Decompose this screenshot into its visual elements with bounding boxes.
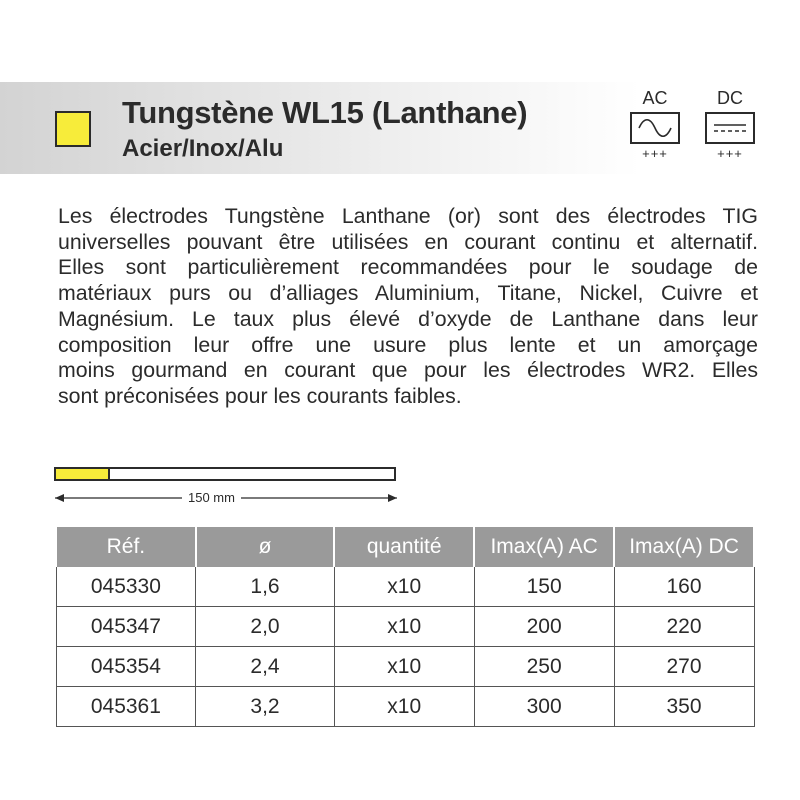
column-header-ref: Réf. <box>56 527 196 567</box>
cell-quantity: x10 <box>334 647 474 687</box>
color-code-swatch <box>55 111 91 147</box>
cell-diameter: 3,2 <box>196 687 334 727</box>
specification-table <box>55 527 755 727</box>
electrode-color-tip <box>56 469 110 479</box>
product-description <box>58 204 758 410</box>
column-header-imax-dc: Imax(A) DC <box>614 527 754 567</box>
description-line: Les électrodes Tungstène Lanthane (or) sont des électrodes TIG <box>58 204 758 228</box>
description-line: composition leur offre une usure plus lente et un amorçage <box>58 332 758 357</box>
cell-diameter: 2,0 <box>196 607 334 647</box>
cell-imax-ac: 300 <box>474 687 614 727</box>
description-line: Magnésium. Le taux plus élevé d’oxyde de Lanthane dans leur <box>58 306 758 331</box>
ac-current-indicator <box>628 88 682 162</box>
table-row <box>56 687 754 727</box>
description-line: sont préconisées pour les courants faibles. <box>58 383 462 408</box>
cell-ref: 045330 <box>56 567 196 607</box>
product-subtitle: Acier/Inox/Alu <box>122 135 284 162</box>
column-header-diameter: ø <box>196 527 334 567</box>
description-line: matériaux purs ou d’alliages Aluminium, Titane, Nickel, Cuivre et <box>58 281 758 306</box>
column-header-imax-ac: Imax(A) AC <box>474 527 614 567</box>
cell-quantity: x10 <box>334 607 474 647</box>
table-row <box>56 647 754 687</box>
cell-imax-dc: 160 <box>614 567 754 607</box>
dc-current-indicator <box>703 88 757 162</box>
column-header-quantity: quantité <box>334 527 474 567</box>
dc-rating: +++ <box>717 146 743 161</box>
dc-label: DC <box>717 88 743 108</box>
cell-ref: 045354 <box>56 647 196 687</box>
length-label: 150 mm <box>182 490 241 505</box>
cell-imax-ac: 250 <box>474 647 614 687</box>
product-title: Tungstène WL15 (Lanthane) <box>122 95 528 130</box>
cell-diameter: 1,6 <box>196 567 334 607</box>
cell-imax-dc: 350 <box>614 687 754 727</box>
electrode-rod-illustration <box>54 467 396 481</box>
cell-imax-dc: 220 <box>614 607 754 647</box>
cell-quantity: x10 <box>334 687 474 727</box>
direct-current-icon <box>705 112 755 144</box>
table-row <box>56 567 754 607</box>
ac-rating: +++ <box>642 146 668 161</box>
cell-quantity: x10 <box>334 567 474 607</box>
description-line: moins gourmand en courant que pour les électrodes WR2. Elles <box>58 358 758 383</box>
cell-ref: 045347 <box>56 607 196 647</box>
description-line: Elles sont particulièrement recommandées pour le soudage de <box>58 255 758 280</box>
cell-imax-ac: 150 <box>474 567 614 607</box>
ac-label: AC <box>642 88 668 108</box>
description-line: universelles pouvant être utilisées en courant continu et alternatif. <box>58 229 758 254</box>
sine-wave-icon <box>630 112 680 144</box>
cell-imax-dc: 270 <box>614 647 754 687</box>
cell-imax-ac: 200 <box>474 607 614 647</box>
cell-ref: 045361 <box>56 687 196 727</box>
cell-diameter: 2,4 <box>196 647 334 687</box>
table-row <box>56 607 754 647</box>
table-header-row <box>56 527 754 567</box>
